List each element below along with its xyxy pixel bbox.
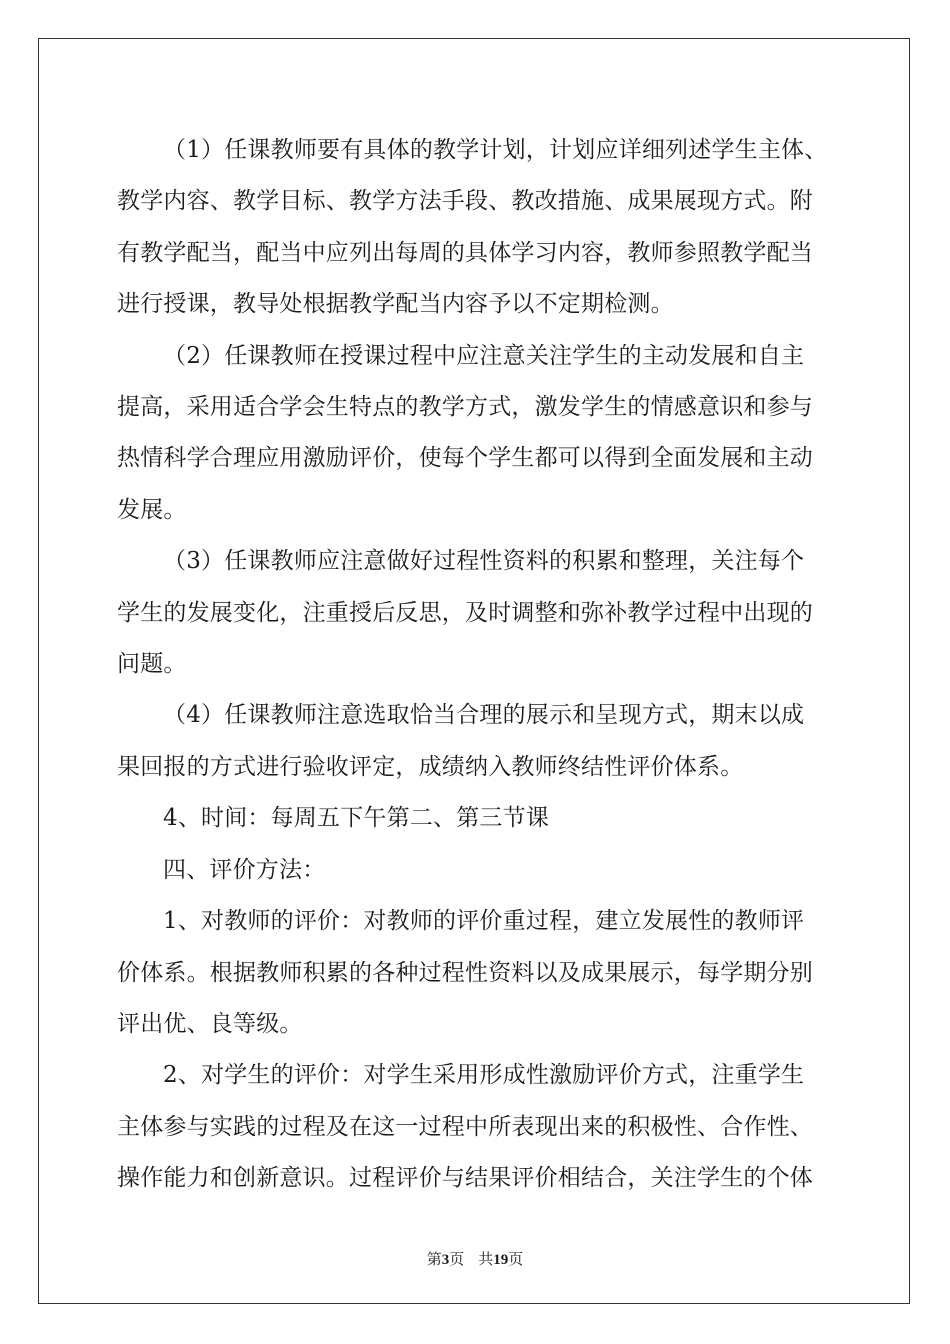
- paragraph-line: （2）任课教师在授课过程中应注意关注学生的主动发展和自主: [163, 342, 805, 369]
- paragraph-line: 进行授课，教导处根据教学配当内容予以不定期检测。: [117, 291, 674, 318]
- paragraph-line: 热情科学合理应用激励评价，使每个学生都可以得到全面发展和主动: [117, 445, 813, 472]
- paragraph-line: 2、对学生的评价：对学生采用形成性激励评价方式，注重学生: [163, 1062, 805, 1089]
- document-body: [117, 125, 833, 1205]
- paragraph-line: 1、对教师的评价：对教师的评价重过程，建立发展性的教师评: [163, 908, 805, 935]
- paragraph-line: （4）任课教师注意选取恰当合理的展示和呈现方式，期末以成: [163, 702, 805, 729]
- heading-line: 四、评价方法：: [163, 856, 326, 883]
- page-prefix: 第: [426, 1250, 442, 1268]
- paragraph-line: 学生的发展变化，注重授后反思，及时调整和弥补教学过程中出现的: [117, 599, 813, 626]
- paragraph-time: [117, 793, 833, 844]
- paragraph-line: 问题。: [117, 651, 187, 678]
- paragraph-line: 有教学配当，配当中应列出每周的具体学习内容，教师参照教学配当: [117, 239, 813, 266]
- paragraph-line: 操作能力和创新意识。过程评价与结果评价相结合，关注学生的个体: [117, 1165, 813, 1192]
- paragraph-student-evaluation: [117, 1050, 833, 1204]
- paragraph-line: 教学内容、教学目标、教学方法手段、教改措施、成果展现方式。附: [117, 188, 813, 215]
- section-heading-evaluation: [117, 845, 833, 896]
- total-suffix: 页: [508, 1250, 524, 1268]
- paragraph-line: 提高，采用适合学会生特点的教学方式，激发学生的情感意识和参与: [117, 394, 813, 421]
- paragraph-line: （3）任课教师应注意做好过程性资料的积累和整理，关注每个: [163, 548, 805, 575]
- paragraph-1: [117, 125, 833, 331]
- page-suffix: 页: [449, 1250, 465, 1268]
- paragraph-line: 评出优、良等级。: [117, 1010, 303, 1037]
- paragraph-3: [117, 536, 833, 690]
- paragraph-line: 发展。: [117, 496, 187, 523]
- total-prefix: 共: [478, 1250, 494, 1268]
- paragraph-line: 价体系。根据教师积累的各种过程性资料以及成果展示，每学期分别: [117, 959, 813, 986]
- paragraph-teacher-evaluation: [117, 896, 833, 1050]
- total-pages: 19: [493, 1252, 509, 1268]
- paragraph-line: 果回报的方式进行验收评定，成绩纳入教师终结性评价体系。: [117, 753, 744, 780]
- page-footer: [0, 1248, 950, 1269]
- paragraph-2: [117, 331, 833, 537]
- paragraph-line: （1）任课教师要有具体的教学计划，计划应详细列述学生主体、: [163, 137, 828, 163]
- paragraph-line: 4、时间：每周五下午第二、第三节课: [163, 805, 550, 832]
- page-number: 3: [441, 1252, 450, 1268]
- paragraph-4: [117, 690, 833, 793]
- paragraph-line: 主体参与实践的过程及在这一过程中所表现出来的积极性、合作性、: [117, 1113, 813, 1140]
